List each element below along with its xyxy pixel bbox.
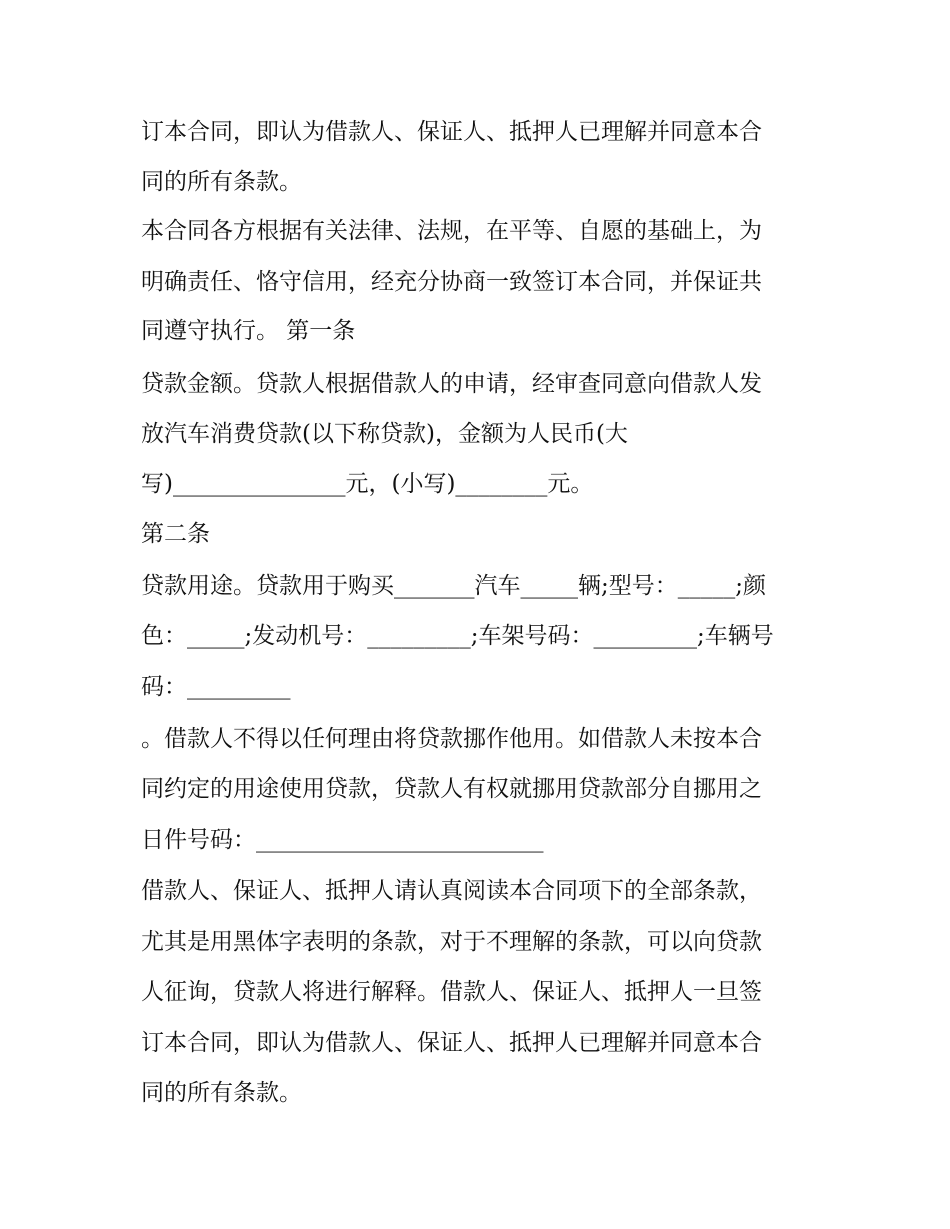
text-line: 贷款金额。贷款人根据借款人的申请，经审查同意向借款人发 <box>141 371 762 397</box>
text-line: 本合同各方根据有关法律、法规，在平等、自愿的基础上，为 <box>141 218 762 244</box>
text-line: 贷款用途。贷款用于购买_______汽车_____辆;型号：_____;颜 <box>141 573 766 599</box>
text-line: 放汽车消费贷款(以下称贷款)，金额为人民币(大 <box>141 421 628 447</box>
text-line: 色：_____;发动机号：_________;车架号码：_________;车辆号 <box>141 623 774 649</box>
text-line: 同遵守执行。 第一条 <box>141 318 356 344</box>
text-line: 订本合同，即认为借款人、保证人、抵押人已理解并同意本合 <box>141 1030 762 1056</box>
text-line: 同约定的用途使用贷款，贷款人有权就挪用贷款部分自挪用之 <box>141 776 762 802</box>
text-line: 码：_________ <box>141 674 291 700</box>
text-line: 明确责任、恪守信用，经充分协商一致签订本合同，并保证共 <box>141 269 762 295</box>
text-line: 日件号码：_________________________ <box>141 827 544 853</box>
text-line: 写)_______________元，(小写)________元。 <box>141 471 594 497</box>
text-line: 。借款人不得以任何理由将贷款挪作他用。如借款人未按本合 <box>141 726 762 752</box>
text-line: 尤其是用黑体字表明的条款，对于不理解的条款，可以向贷款 <box>141 929 762 955</box>
text-line: 同的所有条款。 <box>141 169 302 195</box>
text-line: 同的所有条款。 <box>141 1080 302 1106</box>
text-line: 第二条 <box>141 521 210 547</box>
text-line: 订本合同，即认为借款人、保证人、抵押人已理解并同意本合 <box>141 119 762 145</box>
text-line: 人征询，贷款人将进行解释。借款人、保证人、抵押人一旦签 <box>141 979 762 1005</box>
text-line: 借款人、保证人、抵押人请认真阅读本合同项下的全部条款， <box>141 878 762 904</box>
